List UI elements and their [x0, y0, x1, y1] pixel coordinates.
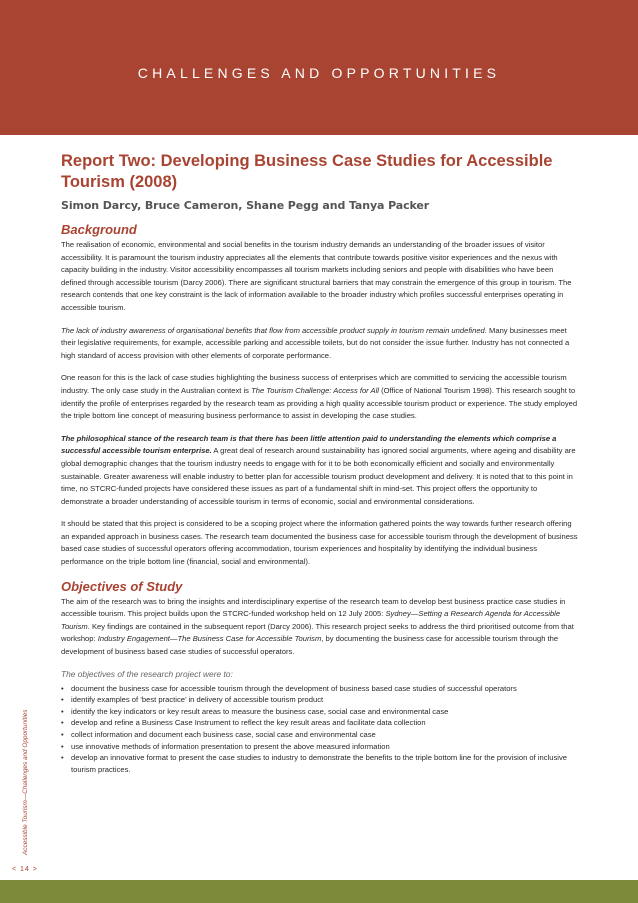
bullet-icon: •: [61, 718, 64, 728]
emphasis-text: The philosophical stance of the research team is that there has been little attention paid to understanding the elements which comprise a successful accessible tourism enterprise.: [61, 433, 557, 456]
section-title: CHALLENGES AND OPPORTUNITIES: [137, 65, 501, 81]
header-banner: [0, 0, 638, 135]
background-paragraph-4: [61, 433, 579, 509]
citation-title: Industry Engagement—The Business Case for Accessible Tourism: [97, 634, 322, 644]
list-item: • identify the key indicators or key result areas to measure the business case, social case and environmental case: [61, 706, 449, 716]
bullet-icon: •: [61, 695, 64, 705]
paragraph-text: One reason for this is the lack of case studies highlighting the business success of enterprises which are committed to servicing the accessible tourism industry. The only case study in the Australian context is: [61, 373, 567, 395]
emphasis-text: The lack of industry awareness of organisational benefits that flow from accessible product supply in tourism remain undefined.: [61, 325, 487, 335]
citation-title: The Tourism Challenge: Access for All: [251, 385, 379, 395]
report-authors: Simon Darcy, Bruce Cameron, Shane Pegg and Tanya Packer: [61, 199, 430, 212]
main-content: [61, 151, 579, 775]
objectives-paragraph: [61, 596, 579, 659]
page-number: < 14 >: [12, 866, 38, 873]
bullet-icon: •: [61, 741, 64, 751]
footer-bar: [0, 880, 638, 903]
list-item: • develop and refine a Business Case Instrument to reflect the key result areas and facilitate data collection: [61, 718, 426, 728]
background-paragraph-5: It should be stated that this project is considered to be a scoping project where the information gathered points the way towards further research offering an expanded approach in business cases. The research team documented the business case for accessible tourism through the development of business based case studies of successful operators offering accommodation, tourism experiences and hospitality by identifying the individual business performance on the triple bottom line (financial, social and environmental).: [61, 519, 578, 567]
paragraph-text: Many businesses meet their legislative requirements, for example, accessible parking and accessible toilets, but do not consider the issue further. Industry has not connected a high standard of access provision with other elements of corporate performance.: [61, 325, 570, 360]
background-paragraph-1: The realisation of economic, environmental and social benefits in the tourism industry demands an understanding of the broader issues of visitor accessibility. It is paramount the tourism industry appreciates all the elements that contribute towards positive visitor experiences and the nexus with capacity building in the industry. Visitor accessibility encompasses all tourism markets including seniors and people with disabilities who have been defined through accessible tourism (Darcy 2006). There are significant structural barriers that may constrain the emergence of this group in tourism. The research contends that one key constraint is the lack of information available to the broader industry which profiles successful enterprises operating in accessible tourism.: [61, 240, 572, 312]
background-paragraph-2: [61, 325, 579, 363]
paragraph-text: (Office of National Tourism 1998). This research sought to identify the profile of enterprises regarded by the research team as providing a high quality accessible tourism product or experience. The study employed the triple bottom line concept of measuring business performance to assist in developing the case studies.: [61, 385, 578, 421]
bullet-icon: •: [61, 683, 64, 693]
list-item: • identify examples of ‘best practice’ in delivery of accessible tourism product: [61, 695, 324, 705]
list-item: • collect information and document each business case, social case and environmental case: [61, 730, 376, 739]
objectives-heading: Objectives of Study: [61, 578, 183, 594]
report-title: Report Two: Developing Business Case Studies for Accessible Tourism (2008): [61, 152, 553, 191]
objectives-intro: The objectives of the research project were to:: [61, 668, 233, 679]
background-heading: Background: [61, 222, 137, 237]
paragraph-text: The aim of the research was to bring the insights and interdisciplinary expertise of the research team to develop best business practice case studies in accessible tourism. This project builds upon the STCRC-funded workshop held on 12 July 2005:: [61, 596, 566, 619]
list-item: • develop an innovative format to present the case studies to industry to demonstrate the benefits to the triple bottom line for the provision of inclusive tourism practices.: [61, 753, 567, 774]
background-paragraph-3: [61, 372, 579, 422]
bullet-icon: •: [61, 706, 64, 716]
list-item: • use innovative methods of information presentation to present the above measured information: [61, 741, 390, 751]
bullet-icon: •: [61, 753, 64, 763]
paragraph-text: . Key findings are contained in the subsequent report (Darcy 2006). This research project seeks to address the third prioritised outcome from that workshop:: [61, 621, 574, 644]
paragraph-text: , by documenting the business case for accessible tourism through the development of business based case studies of successful operators.: [61, 634, 559, 657]
paragraph-text: A great deal of research around sustainability has ignored social arguments, where ageing and disability are global demographic changes that the tourism industry needs to engage with for it to be both economically efficient and socially and environmentally sustainable. Greater awareness will enable industry to better plan for accessible tourism product development and delivery. It is noted that to this point in time, no STCRC-funded projects have considered these issues as part of a fundamental shift in mind-set. This project offers the opportunity to demonstrate a broader understanding of accessible tourism in terms of economic, social and environmental considerations.: [61, 446, 576, 506]
objectives-list: [61, 683, 579, 776]
running-title: Accessible Tourism—Challenges and Opportunities: [22, 709, 29, 855]
list-item: • document the business case for accessible tourism through the development of business based case studies of successful operators: [61, 683, 517, 693]
bullet-icon: •: [61, 730, 64, 739]
citation-title: Sydney—Setting a Research Agenda for Accessible Tourism: [61, 609, 561, 631]
